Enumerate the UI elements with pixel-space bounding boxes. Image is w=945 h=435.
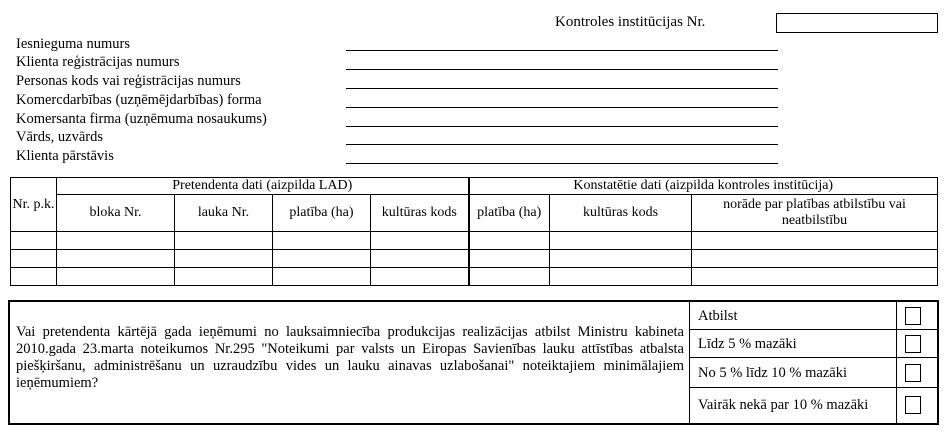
option-up-to-5-cell [896, 330, 937, 358]
column-header-block-nr: bloka Nr. [57, 195, 175, 232]
column-header-area: platība (ha) [273, 195, 371, 232]
table-row [11, 250, 938, 268]
table-cell[interactable] [273, 250, 371, 268]
full-name-field[interactable] [346, 144, 778, 145]
full-name-label: Vārds, uzvārds [16, 129, 103, 145]
application-number-field[interactable] [346, 50, 778, 51]
column-header-control-area: platība (ha) [469, 195, 550, 232]
table-cell[interactable] [469, 250, 550, 268]
parcel-table [10, 177, 938, 286]
table-cell[interactable] [550, 268, 692, 286]
personal-code-field[interactable] [346, 88, 778, 89]
table-cell[interactable] [371, 268, 469, 286]
table-cell[interactable] [273, 232, 371, 250]
control-institution-label: Kontroles institūcijas Nr. [555, 14, 706, 30]
table-cell[interactable] [57, 250, 175, 268]
option-complies-cell [896, 302, 937, 330]
table-cell[interactable] [11, 268, 57, 286]
column-header-control-crop-code: kultūras kods [550, 195, 692, 232]
client-representative-field[interactable] [346, 163, 778, 164]
table-cell[interactable] [11, 232, 57, 250]
option-complies-checkbox[interactable] [905, 307, 921, 325]
table-cell[interactable] [371, 250, 469, 268]
table-cell[interactable] [175, 250, 273, 268]
column-header-crop-code: kultūras kods [371, 195, 469, 232]
business-form-label: Komercdarbības (uzņēmējdarbības) forma [16, 92, 262, 108]
company-name-field[interactable] [346, 126, 778, 127]
table-cell[interactable] [11, 250, 57, 268]
group-header-control: Konstatētie dati (aizpilda kontroles institūcija) [469, 178, 938, 195]
table-cell[interactable] [469, 232, 550, 250]
table-row [11, 232, 938, 250]
control-institution-input[interactable] [776, 13, 938, 33]
table-cell[interactable] [550, 232, 692, 250]
option-over-10-cell [896, 388, 937, 423]
table-cell[interactable] [273, 268, 371, 286]
option-5-to-10-label: No 5 % līdz 10 % mazāki [690, 358, 896, 388]
option-complies-label: Atbilst [690, 302, 896, 330]
column-header-nr: Nr. p.k. [11, 178, 57, 232]
client-representative-label: Klienta pārstāvis [16, 148, 114, 164]
personal-code-label: Personas kods vai reģistrācijas numurs [16, 73, 241, 89]
option-5-to-10-cell [896, 358, 937, 388]
table-cell[interactable] [371, 232, 469, 250]
column-header-field-nr: lauka Nr. [175, 195, 273, 232]
option-over-10-checkbox[interactable] [905, 396, 921, 414]
table-row [11, 268, 938, 286]
company-name-label: Komersanta firma (uzņēmuma nosaukums) [16, 111, 267, 127]
option-up-to-5-label: Līdz 5 % mazāki [690, 330, 896, 358]
business-form-field[interactable] [346, 107, 778, 108]
column-header-compliance-note: norāde par platības atbilstību vai neatbilstību [692, 195, 938, 232]
group-header-applicant: Pretendenta dati (aizpilda LAD) [57, 178, 469, 195]
table-cell[interactable] [175, 232, 273, 250]
table-cell[interactable] [57, 232, 175, 250]
client-registration-number-field[interactable] [346, 69, 778, 70]
income-question-text: Vai pretendenta kārtējā gada ieņēmumi no lauksaimniecība produkcijas realizācijas atbilst Ministru kabineta 2010.gada 23.marta noteikumos Nr.295 "Noteikumi par valsts un Eiropas Savienības lauku attīstības atbalsta piešķiršanu, administrēšanu un uzraudzību vides un lauku ainavas uzlabošanai" noteiktajiem minimālajiem ieņēmumiem? [16, 324, 684, 391]
table-cell[interactable] [692, 232, 938, 250]
application-number-label: Iesnieguma numurs [16, 36, 130, 52]
table-cell[interactable] [550, 250, 692, 268]
client-registration-number-label: Klienta reģistrācijas numurs [16, 54, 180, 70]
option-over-10-label: Vairāk nekā par 10 % mazāki [698, 397, 869, 413]
table-cell[interactable] [692, 268, 938, 286]
table-cell[interactable] [175, 268, 273, 286]
table-cell[interactable] [692, 250, 938, 268]
table-cell[interactable] [57, 268, 175, 286]
option-up-to-5-checkbox[interactable] [905, 335, 921, 353]
table-cell[interactable] [469, 268, 550, 286]
option-5-to-10-checkbox[interactable] [905, 364, 921, 382]
